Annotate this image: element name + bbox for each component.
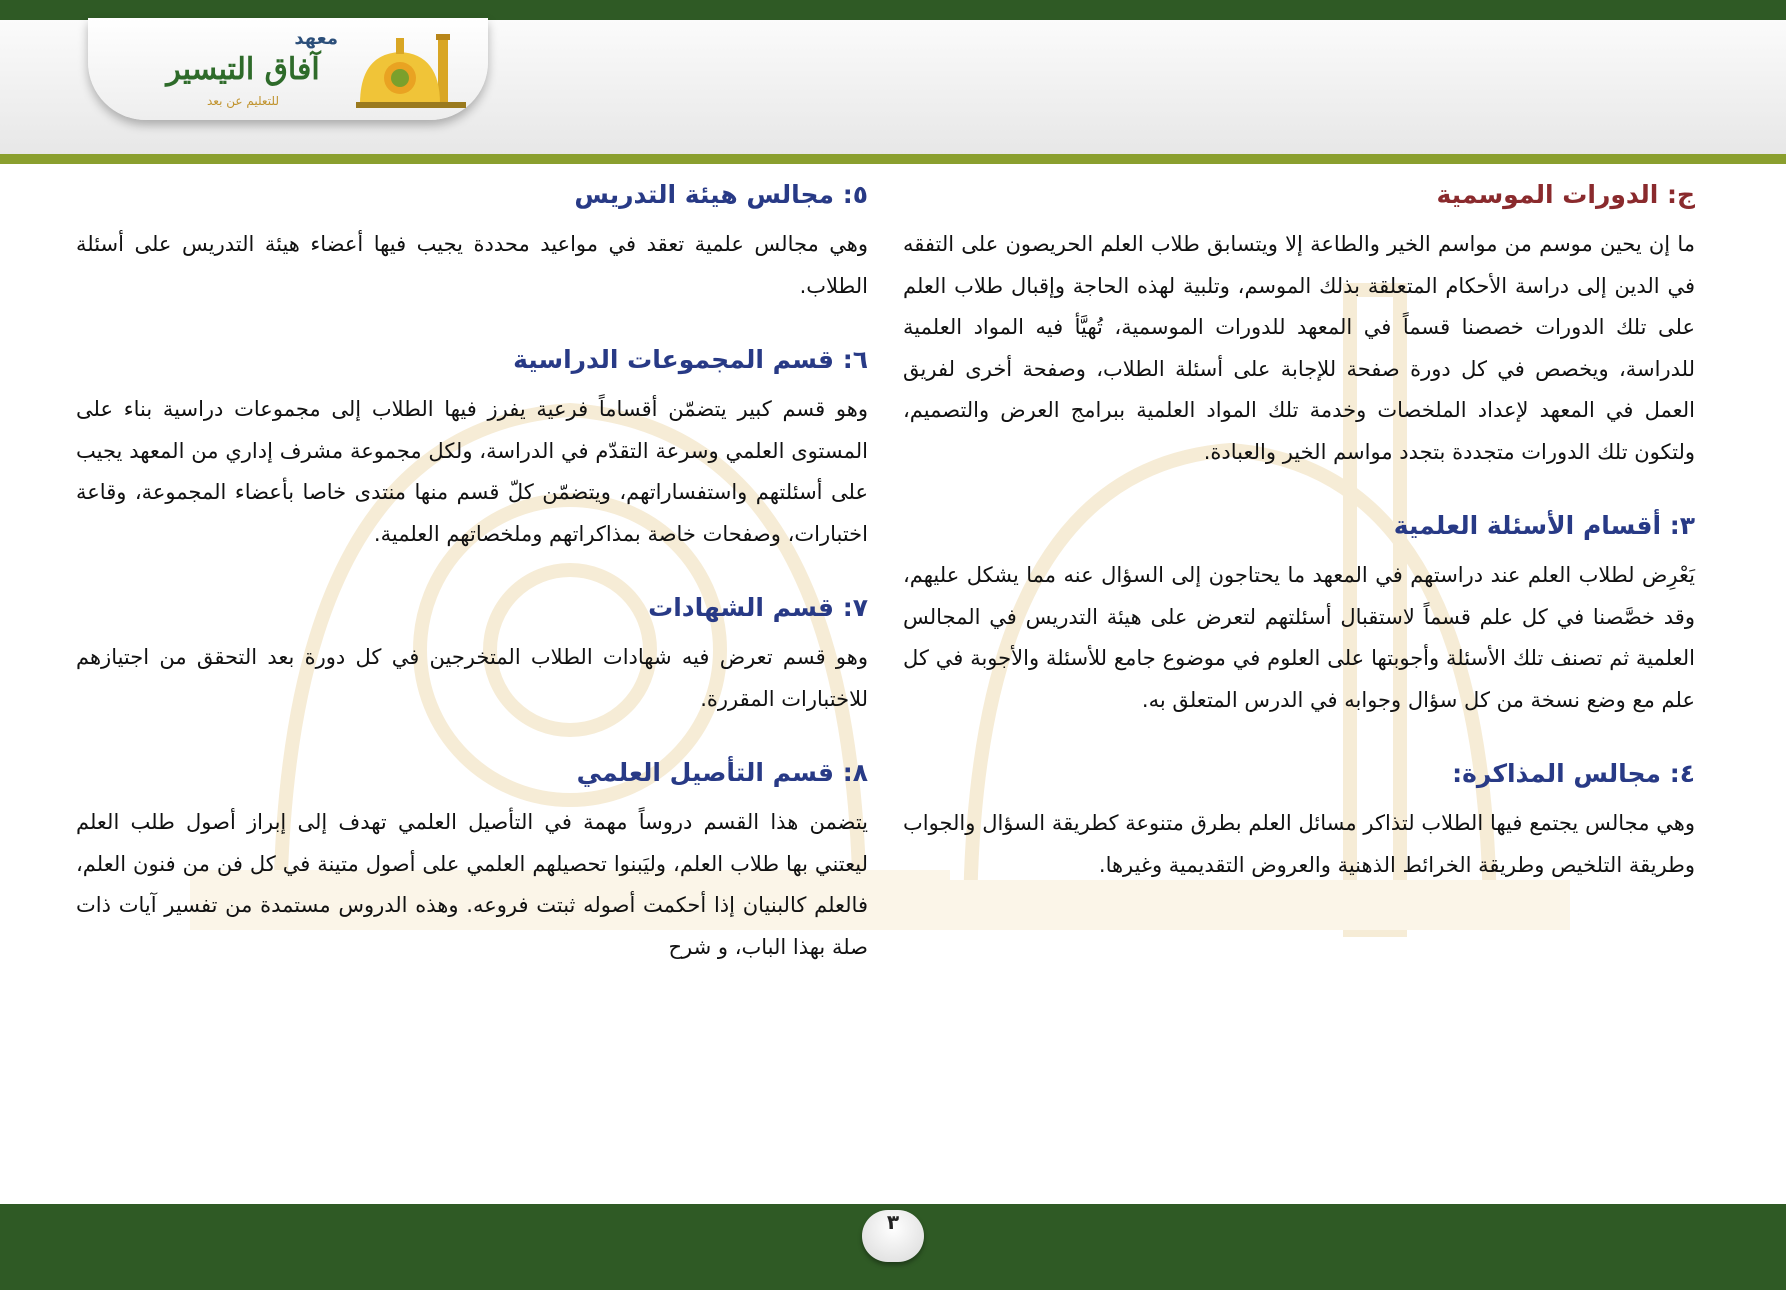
body-line: الموسم، وتلبية لهذه الحاجة وإقبال طلاب العلم على تلك الدورات — [903, 273, 1695, 339]
body-line: ويتضمّن كلّ قسم منها منتدى خاصا بأعضاء المجموعة، وقاعة — [76, 480, 611, 504]
body-line: كطريقة السؤال والجواب وطريقة التلخيص وطريقة الخرائط الذهنية — [903, 811, 1695, 877]
body-line: عنه مما يشكل عليهم، وقد خصَّصنا في كل علم قسماً لاستقبال — [903, 563, 1695, 629]
section-body — [903, 224, 1695, 473]
body-line: يتضمن هذا القسم دروساً مهمة في التأصيل العلمي تهدف إلى إبراز — [247, 810, 868, 834]
body-line: اختبارات، وصفحات خاصة بمذاكراتهم وملخصاتهم العلمية. — [373, 521, 868, 546]
section-body — [903, 555, 1695, 721]
certificates-section — [76, 593, 868, 720]
body-line: على أصول متينة في كل فن من فنون العلم، فالعلم كالبنيان إذا أحكمت — [76, 851, 868, 917]
faculty-sessions-section — [76, 180, 868, 307]
section-body — [76, 637, 868, 720]
body-line: الحريصون على التفقه في الدين إلى دراسة الأحكام المتعلقة بذلك — [903, 232, 1695, 298]
logo-title: معهد — [294, 28, 338, 49]
top-band — [0, 0, 1786, 20]
body-line: وهو قسم كبير يتضمّن أقساماً فرعية يفرز فيها الطلاب إلى مجموعات — [234, 397, 868, 421]
left-column — [76, 180, 868, 968]
page-number: ٣ — [862, 1210, 924, 1262]
body-line: وهذه الدروس مستمدة من تفسير آيات ذات صلة بهذا الباب، و شرح — [76, 893, 868, 959]
section-body — [903, 803, 1695, 886]
section-heading: ٥: مجالس هيئة التدريس — [574, 180, 868, 209]
scientific-questions-section — [903, 511, 1695, 721]
section-heading: ٧: قسم الشهادات — [648, 593, 868, 622]
body-line: خصصنا قسماً في المعهد للدورات الموسمية، تُهيَّأ فيه المواد العلمية — [903, 315, 1524, 339]
body-line: مجموعة مشرف إداري من المعهد يجيب على أسئلتهم واستفساراتهم، — [76, 438, 868, 504]
study-groups-section — [76, 345, 868, 555]
section-heading: ٤: مجالس المذاكرة: — [1452, 759, 1695, 788]
body-line: التدريس على أسئلة الطلاب. — [76, 232, 868, 298]
body-line: تلك الأسئلة وأجوبتها على العلوم في موضوع جامع للأسئلة والأجوبة — [970, 646, 1544, 670]
section-heading: ٦: قسم المجموعات الدراسية — [513, 345, 868, 374]
institute-logo — [88, 18, 488, 120]
body-line: أصوله ثبتت فروعه. — [466, 893, 636, 917]
seasonal-courses-section — [903, 180, 1695, 473]
header-divider — [0, 154, 1786, 164]
body-line: وهو قسم تعرض فيه شهادات الطلاب المتخرجين في كل دورة بعد — [267, 645, 868, 669]
body-line: ما إن يحين موسم من مواسم الخير والطاعة إلا ويتسابق طلاب العلم — [1100, 232, 1695, 256]
body-line: أسئلتهم لتعرض على هيئة التدريس في المجالس العلمية ثم تصنف — [903, 604, 1695, 670]
section-heading: ٨: قسم التأصيل العلمي — [576, 758, 868, 787]
section-heading: ج: الدورات الموسمية — [1436, 180, 1695, 209]
body-line: للدراسة، ويخصص في كل دورة صفحة للإجابة على أسئلة الطلاب، — [1096, 356, 1695, 381]
body-line: وصفحة أخرى لفريق العمل في المعهد لإعداد الملخصات وخدمة تلك — [903, 356, 1695, 422]
body-line: في كل علم مع وضع نسخة من كل سؤال وجوابه في الدرس المتعلق به. — [903, 646, 1695, 712]
section-heading: ٣: أقسام الأسئلة العلمية — [1393, 511, 1695, 540]
body-line: يَعْرِض لطلاب العلم عند دراستهم في المعهد ما يحتاجون إلى السؤال — [1101, 563, 1695, 587]
section-body — [76, 802, 868, 968]
mosque-dome-icon — [348, 32, 478, 110]
body-line: دراسية بناء على المستوى العلمي وسرعة التقدّم في الدراسة، ولكل — [76, 397, 868, 463]
body-line: والعروض التقديمية وغيرها. — [1098, 852, 1331, 877]
body-line: التحقق من اجتيازهم للاختبارات المقررة. — [76, 645, 868, 711]
body-line: المواد العلمية ببرامج العرض والتصميم، ولتكون تلك الدورات متجددة — [903, 398, 1695, 464]
body-line: وهي مجالس يجتمع فيها الطلاب لتذاكر مسائل العلم بطرق متنوعة — [1125, 811, 1695, 835]
body-line: أصول طلب العلم ليعتني بها طلاب العلم، وليَبنوا تحصيلهم العلمي — [76, 810, 868, 876]
section-body — [76, 224, 868, 307]
study-sessions-section — [903, 759, 1695, 886]
foundations-section — [76, 758, 868, 968]
right-column — [903, 180, 1695, 886]
body-line: بتجدد مواسم الخير والعبادة. — [1203, 439, 1446, 464]
body-line: وهي مجالس علمية تعقد في مواعيد محددة يجيب فيها أعضاء هيئة — [264, 232, 868, 256]
section-body — [76, 389, 868, 555]
logo-name: آفاق التيسير — [166, 52, 320, 87]
logo-tagline: للتعليم عن بعد — [207, 94, 279, 108]
